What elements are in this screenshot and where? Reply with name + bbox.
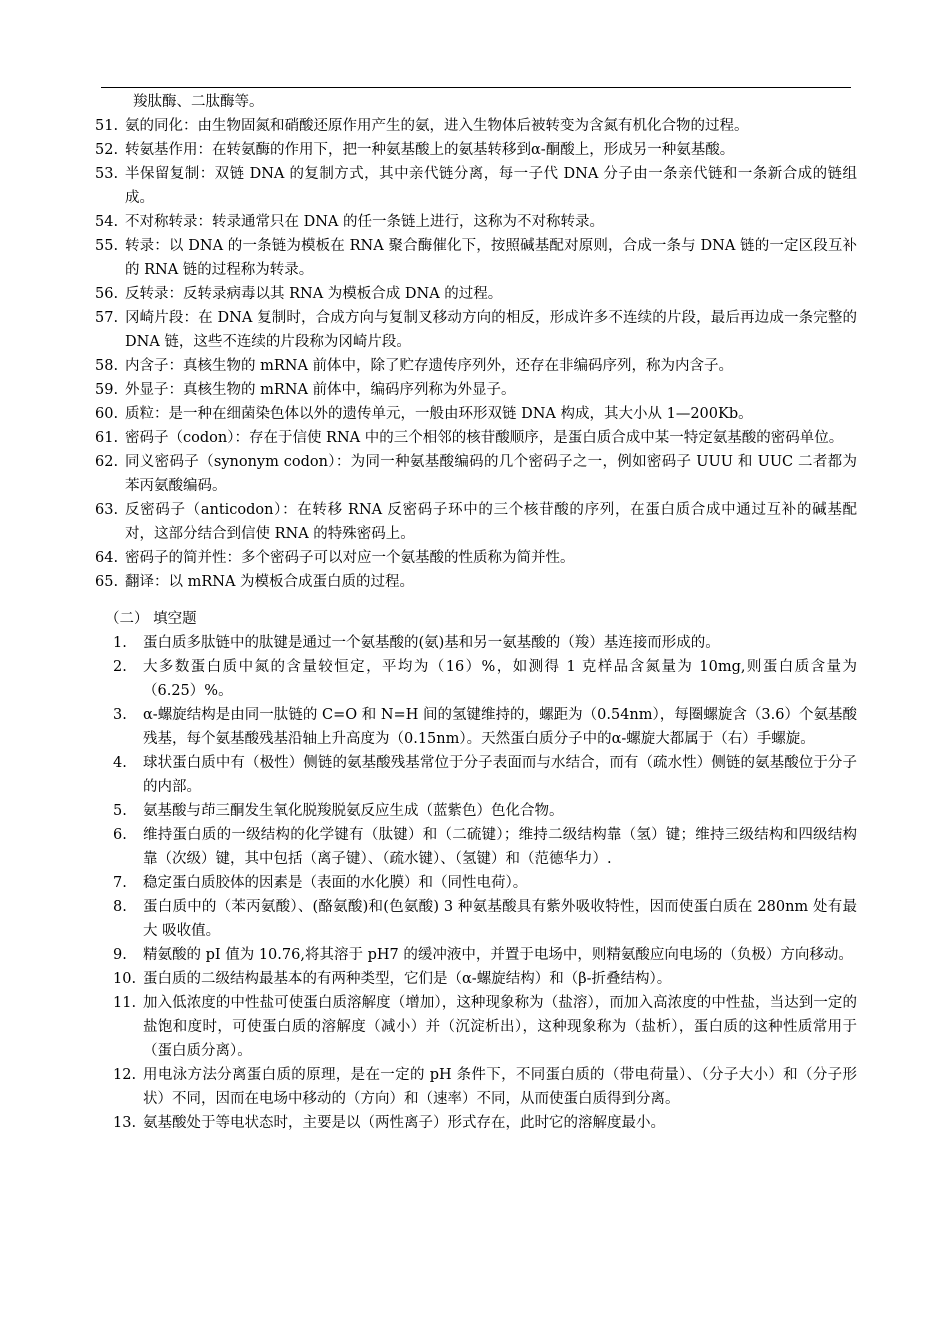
definition-item bbox=[95, 570, 857, 594]
item-number: 60. bbox=[95, 406, 119, 422]
item-text: 大多数蛋白质中氮的含量较恒定，平均为（16）%，如测得 1 克样品含氮量为 10mg,则蛋白质含量为（6.25）%。 bbox=[143, 659, 857, 699]
definition-item bbox=[95, 282, 857, 306]
item-text: 加入低浓度的中性盐可使蛋白质溶解度（增加），这种现象称为（盐溶），而加入高浓度的中性盐，当达到一定的盐饱和度时，可使蛋白质的溶解度（减小）并（沉淀析出），这种现象称为（盐析），蛋白质的这种性质常用于（蛋白质分离）。 bbox=[143, 995, 857, 1059]
item-text: 质粒：是一种在细菌染色体以外的遗传单元，一般由环形双链 DNA 构成，其大小从 1—200Kb。 bbox=[125, 406, 753, 422]
definition-item bbox=[95, 546, 857, 570]
item-number: 10. bbox=[113, 971, 137, 987]
item-text: 翻译：以 mRNA 为模板合成蛋白质的过程。 bbox=[125, 574, 415, 590]
item-number: 62. bbox=[95, 454, 119, 470]
definition-item bbox=[95, 378, 857, 402]
item-number: 63. bbox=[95, 502, 119, 518]
item-number: 57. bbox=[95, 310, 119, 326]
fill-item bbox=[95, 799, 857, 823]
item-text: 转氨基作用：在转氨酶的作用下，把一种氨基酸上的氨基转移到α-酮酸上，形成另一种氨基酸。 bbox=[125, 142, 735, 158]
item-text: 反密码子（anticodon）：在转移 RNA 反密码子环中的三个核苷酸的序列，在蛋白质合成中通过互补的碱基配对，这部分结合到信使 RNA 的特殊密码上。 bbox=[125, 502, 857, 542]
definition-item bbox=[95, 450, 857, 498]
item-text: 蛋白质的二级结构最基本的有两种类型，它们是（α-螺旋结构）和（β-折叠结构）。 bbox=[143, 971, 672, 987]
item-number: 13. bbox=[113, 1115, 137, 1131]
item-text: 密码子的简并性：多个密码子可以对应一个氨基酸的性质称为简并性。 bbox=[125, 550, 575, 566]
item-text: 同义密码子（synonym codon）：为同一种氨基酸编码的几个密码子之一，例如密码子 UUU 和 UUC 二者都为苯丙氨酸编码。 bbox=[125, 454, 857, 494]
fill-item bbox=[95, 967, 857, 991]
item-text: 氨的同化：由生物固氮和硝酸还原作用产生的氨，进入生物体后被转变为含氮有机化合物的过程。 bbox=[125, 118, 749, 134]
item-text: 蛋白质中的（苯丙氨酸）、(酪氨酸)和(色氨酸) 3 种氨基酸具有紫外吸收特性，因而使蛋白质在 280nm 处有最大 吸收值。 bbox=[143, 899, 857, 939]
definition-item bbox=[95, 162, 857, 210]
fill-item bbox=[95, 703, 857, 751]
item-number: 9. bbox=[113, 947, 127, 963]
item-number: 51. bbox=[95, 118, 119, 134]
header-rule bbox=[101, 87, 851, 88]
fill-item bbox=[95, 655, 857, 703]
section-title: （二） 填空题 bbox=[105, 611, 197, 627]
item-text: 氨基酸处于等电状态时，主要是以（两性离子）形式存在，此时它的溶解度最小。 bbox=[143, 1115, 665, 1131]
document-page bbox=[95, 90, 857, 1135]
fill-item bbox=[95, 823, 857, 871]
item-text: 用电泳方法分离蛋白质的原理，是在一定的 pH 条件下，不同蛋白质的（带电荷量）、（分子大小）和（分子形状）不同，因而在电场中移动的（方向）和（速率）不同，从而使蛋白质得到分离。 bbox=[143, 1067, 857, 1107]
item-text: 外显子：真核生物的 mRNA 前体中，编码序列称为外显子。 bbox=[125, 382, 516, 398]
fill-in-list bbox=[95, 631, 857, 1135]
item-text: 蛋白质多肽链中的肽键是通过一个氨基酸的(氨)基和另一氨基酸的（羧）基连接而形成的。 bbox=[143, 635, 720, 651]
item-number: 2. bbox=[113, 659, 127, 675]
item-text: 维持蛋白质的一级结构的化学键有（肽键）和（二硫键）；维持二级结构靠（氢）键；维持三级结构和四级结构靠（次级）键，其中包括（离子键）、（疏水键）、（氢键）和（范德华力）. bbox=[143, 827, 857, 867]
item-number: 65. bbox=[95, 574, 119, 590]
fill-item bbox=[95, 1111, 857, 1135]
definition-item bbox=[95, 498, 857, 546]
item-text: 精氨酸的 pI 值为 10.76,将其溶于 pH7 的缓冲液中，并置于电场中，则精氨酸应向电场的（负极）方向移动。 bbox=[143, 947, 853, 963]
item-number: 4. bbox=[113, 755, 127, 771]
item-text: 内含子：真核生物的 mRNA 前体中，除了贮存遗传序列外，还存在非编码序列，称为内含子。 bbox=[125, 358, 734, 374]
item-text: 反转录：反转录病毒以其 RNA 为模板合成 DNA 的过程。 bbox=[125, 286, 503, 302]
definition-item bbox=[95, 210, 857, 234]
item-number: 8. bbox=[113, 899, 127, 915]
continuation-text: 羧肽酶、二肽酶等。 bbox=[133, 94, 264, 110]
definition-item bbox=[95, 306, 857, 354]
definition-item bbox=[95, 114, 857, 138]
item-number: 3. bbox=[113, 707, 127, 723]
item-text: 转录：以 DNA 的一条链为模板在 RNA 聚合酶催化下，按照碱基配对原则，合成一条与 DNA 链的一定区段互补的 RNA 链的过程称为转录。 bbox=[125, 238, 857, 278]
fill-item bbox=[95, 991, 857, 1063]
item-text: 稳定蛋白质胶体的因素是（表面的水化膜）和（同性电荷）。 bbox=[143, 875, 528, 891]
fill-item bbox=[95, 943, 857, 967]
item-number: 7. bbox=[113, 875, 127, 891]
item-number: 1. bbox=[113, 635, 127, 651]
item-number: 53. bbox=[95, 166, 119, 182]
fill-item bbox=[95, 871, 857, 895]
definition-item bbox=[95, 354, 857, 378]
definition-item bbox=[95, 402, 857, 426]
fill-item bbox=[95, 1063, 857, 1111]
item-text: 不对称转录：转录通常只在 DNA 的任一条链上进行，这称为不对称转录。 bbox=[125, 214, 604, 230]
item-number: 12. bbox=[113, 1067, 137, 1083]
item-number: 61. bbox=[95, 430, 119, 446]
item-text: 冈崎片段：在 DNA 复制时，合成方向与复制叉移动方向的相反，形成许多不连续的片段，最后再边成一条完整的 DNA 链，这些不连续的片段称为冈崎片段。 bbox=[125, 310, 857, 350]
definition-item bbox=[95, 426, 857, 450]
item-text: 氨基酸与茚三酮发生氧化脱羧脱氨反应生成（蓝紫色）色化合物。 bbox=[143, 803, 564, 819]
item-number: 55. bbox=[95, 238, 119, 254]
item-number: 64. bbox=[95, 550, 119, 566]
item-number: 54. bbox=[95, 214, 119, 230]
item-text: 密码子（codon）：存在于信使 RNA 中的三个相邻的核苷酸顺序，是蛋白质合成中某一特定氨基酸的密码单位。 bbox=[125, 430, 844, 446]
item-text: 球状蛋白质中有（极性）侧链的氨基酸残基常位于分子表面而与水结合，而有（疏水性）侧链的氨基酸位于分子的内部。 bbox=[143, 755, 857, 795]
item-number: 6. bbox=[113, 827, 127, 843]
item-text: 半保留复制：双链 DNA 的复制方式，其中亲代链分离，每一子代 DNA 分子由一条亲代链和一条新合成的链组成。 bbox=[125, 166, 857, 206]
fill-item bbox=[95, 895, 857, 943]
definition-item bbox=[95, 234, 857, 282]
item-number: 52. bbox=[95, 142, 119, 158]
fill-item bbox=[95, 751, 857, 799]
item-number: 11. bbox=[113, 995, 137, 1011]
fill-item bbox=[95, 631, 857, 655]
definition-item bbox=[95, 138, 857, 162]
item-number: 5. bbox=[113, 803, 127, 819]
definition-list bbox=[95, 114, 857, 594]
item-number: 56. bbox=[95, 286, 119, 302]
item-text: α-螺旋结构是由同一肽链的 C=O 和 N=H 间的氢键维持的，螺距为（0.54nm），每圈螺旋含（3.6）个氨基酸残基，每个氨基酸残基沿轴上升高度为（0.15nm）。天然蛋白质分子中的α-螺旋大都属于（右）手螺旋。 bbox=[143, 707, 857, 747]
item-number: 58. bbox=[95, 358, 119, 374]
item-number: 59. bbox=[95, 382, 119, 398]
